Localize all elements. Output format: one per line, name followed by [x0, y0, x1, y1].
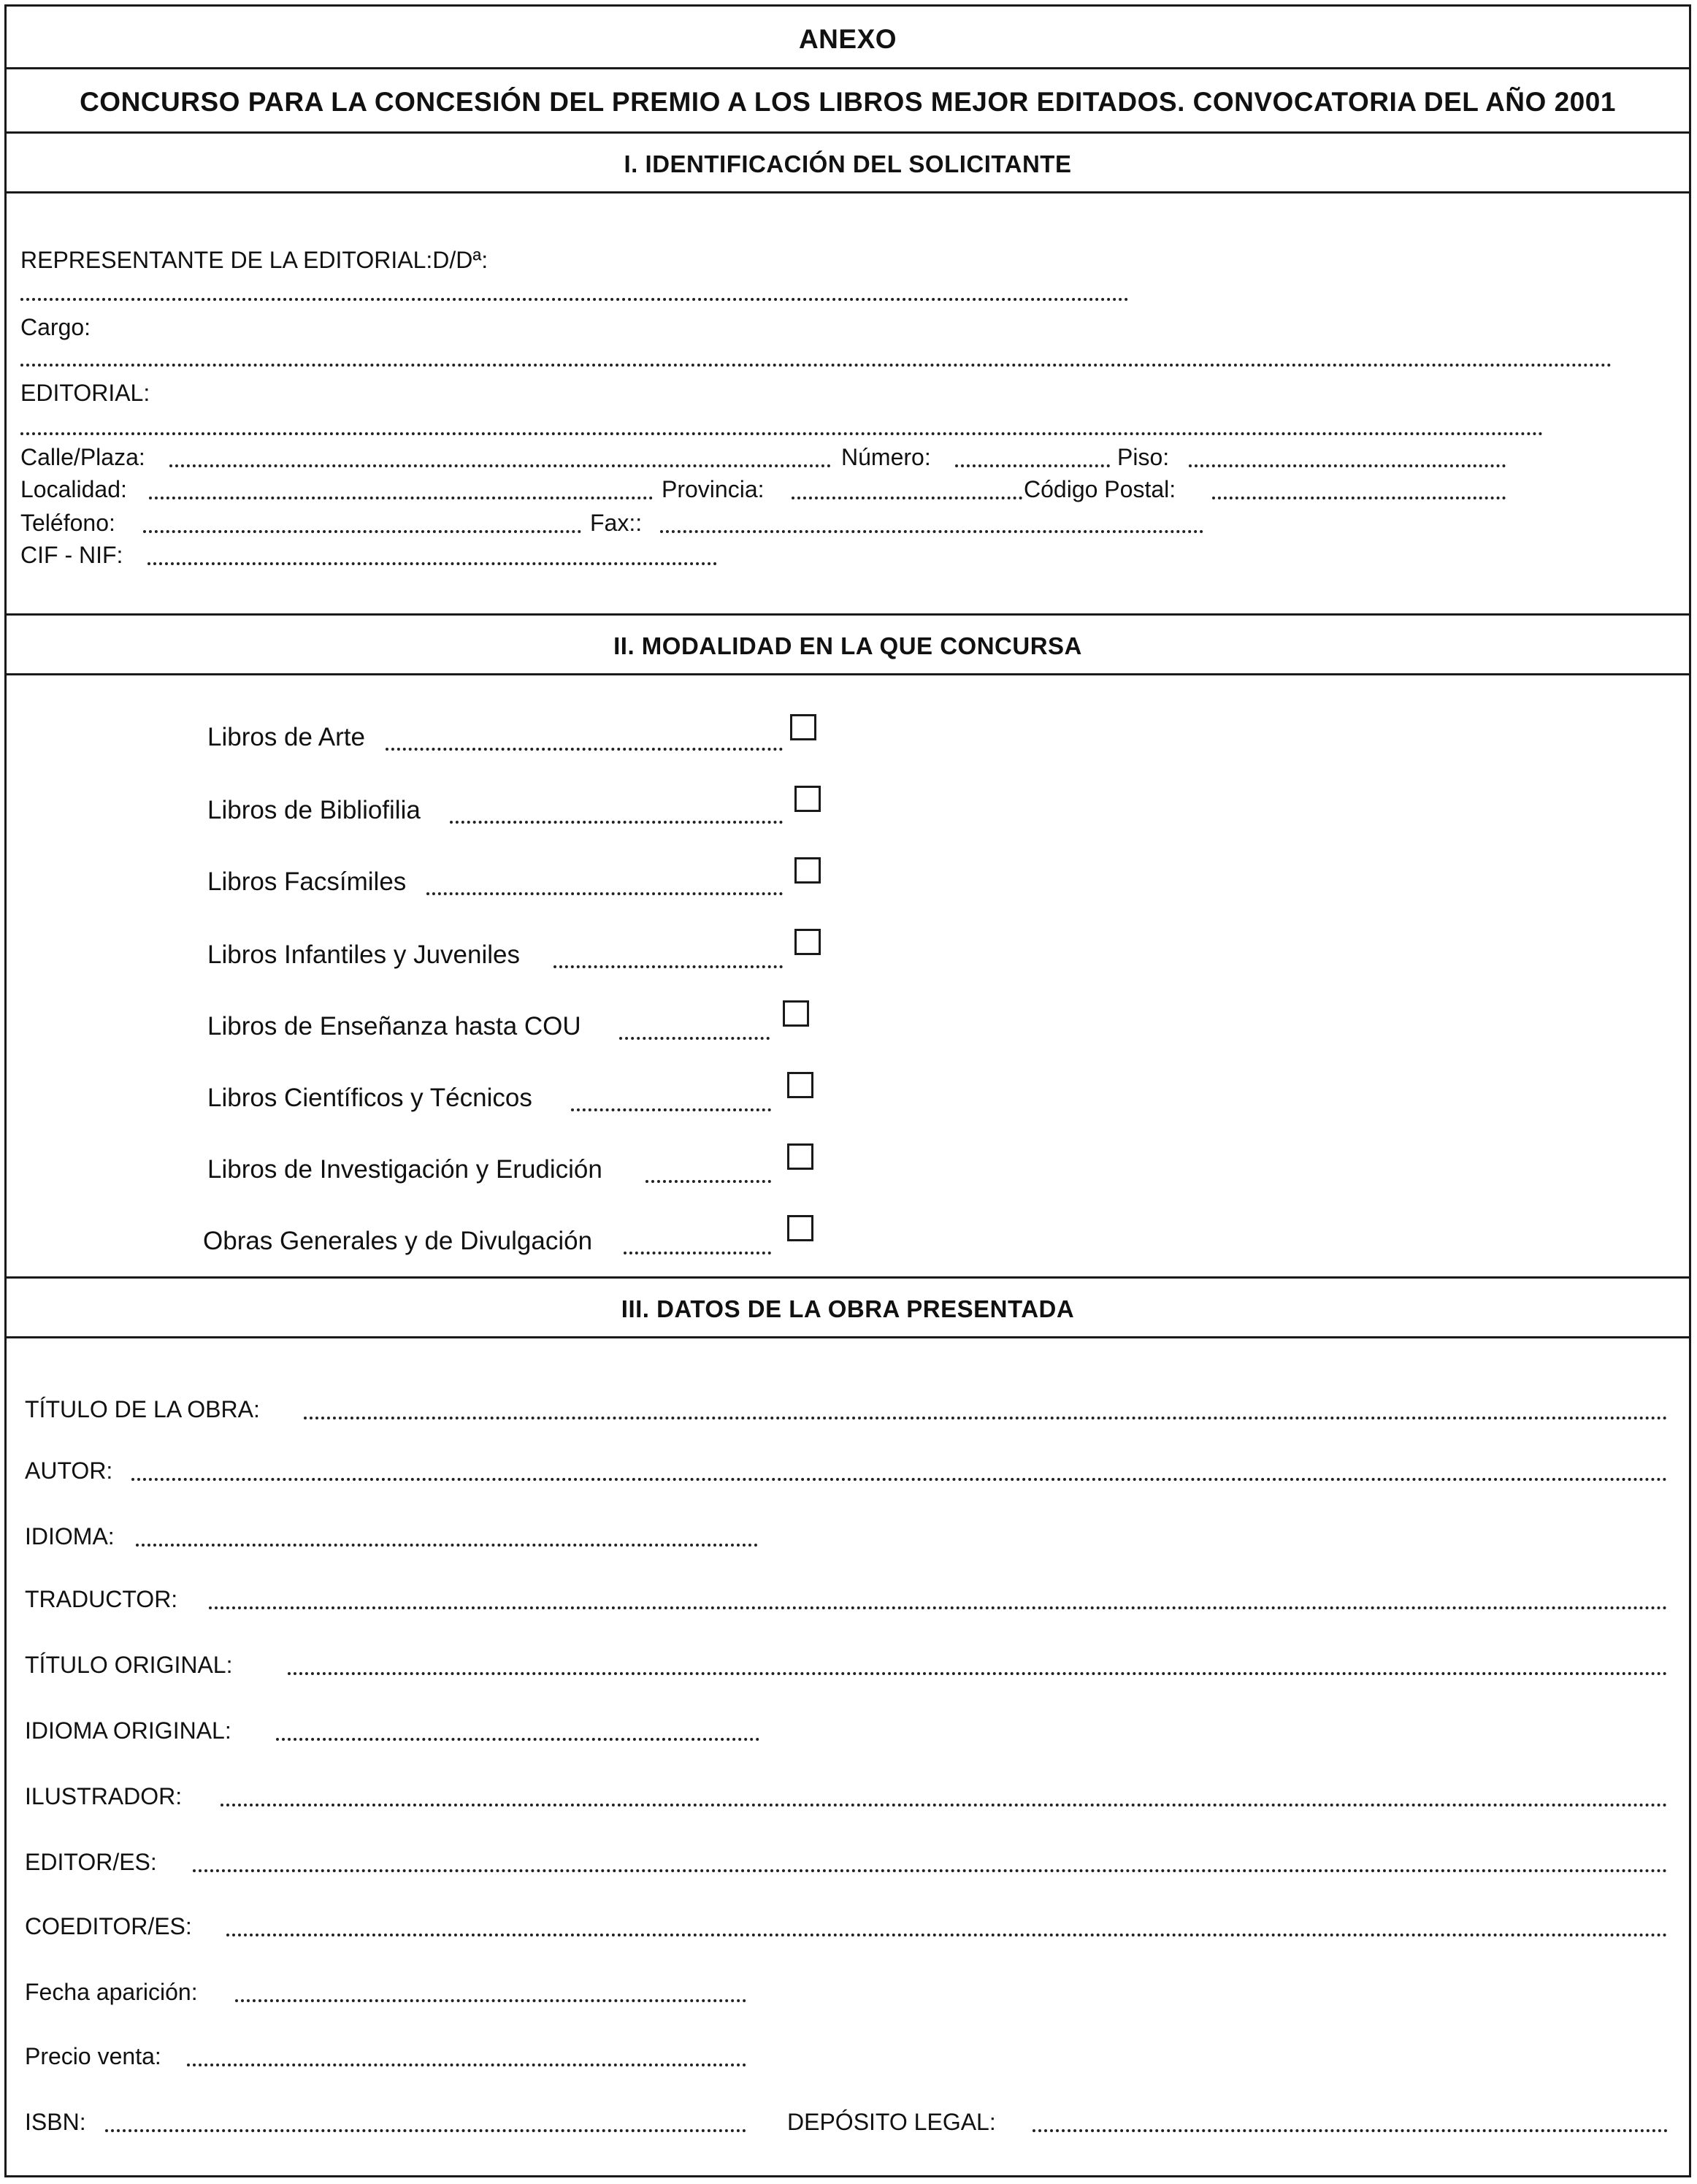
- titulo-original-label: TÍTULO ORIGINAL:: [25, 1652, 233, 1678]
- traductor-label: TRADUCTOR:: [25, 1586, 178, 1612]
- numero-field[interactable]: [955, 464, 1110, 467]
- localidad-label: Localidad:: [20, 476, 127, 502]
- option-checkbox[interactable]: [794, 857, 821, 884]
- precio-label: Precio venta:: [25, 2043, 161, 2069]
- option-checkbox[interactable]: [794, 786, 821, 812]
- idioma-original-label: IDIOMA ORIGINAL:: [25, 1717, 231, 1744]
- section3-title: III. DATOS DE LA OBRA PRESENTADA: [621, 1295, 1075, 1322]
- editores-field[interactable]: [193, 1869, 1668, 1872]
- piso-label: Piso:: [1117, 444, 1170, 470]
- editores-label: EDITOR/ES:: [25, 1849, 157, 1875]
- option-label: Libros Infantiles y Juveniles: [207, 940, 520, 969]
- option-label: Libros de Bibliofilia: [207, 796, 421, 824]
- section1-title: I. IDENTIFICACIÓN DEL SOLICITANTE: [624, 150, 1072, 177]
- fax-field[interactable]: [660, 530, 1203, 533]
- option-checkbox[interactable]: [787, 1215, 813, 1241]
- cargo-label: Cargo:: [20, 314, 91, 340]
- divider: [4, 613, 1691, 616]
- titulo-field[interactable]: [304, 1417, 1668, 1419]
- section2-title: II. MODALIDAD EN LA QUE CONCURSA: [613, 632, 1082, 659]
- concurso-title: CONCURSO PARA LA CONCESIÓN DEL PREMIO A LOS LIBROS MEJOR EDITADOS. CONVOCATORIA DEL AÑO 2001: [80, 87, 1616, 117]
- option-dots: [426, 892, 783, 895]
- option-checkbox[interactable]: [787, 1143, 813, 1170]
- divider: [4, 67, 1691, 69]
- autor-label: AUTOR:: [25, 1457, 113, 1484]
- isbn-label: ISBN:: [25, 2109, 86, 2135]
- option-label: Libros Facsímiles: [207, 867, 407, 896]
- option-label: Obras Generales y de Divulgación: [203, 1227, 593, 1255]
- calle-label: Calle/Plaza:: [20, 444, 145, 470]
- deposito-field[interactable]: [1033, 2129, 1668, 2132]
- option-dots: [553, 965, 783, 968]
- option-checkbox[interactable]: [783, 1000, 809, 1027]
- ilustrador-field[interactable]: [221, 1804, 1668, 1806]
- divider: [4, 131, 1691, 134]
- option-dots: [646, 1180, 771, 1183]
- calle-field[interactable]: [169, 464, 831, 467]
- representante-field[interactable]: [20, 298, 1129, 301]
- precio-field[interactable]: [187, 2064, 746, 2066]
- fecha-field[interactable]: [235, 1999, 746, 2002]
- cif-field[interactable]: [148, 562, 717, 565]
- provincia-field[interactable]: [792, 497, 1022, 499]
- representante-label: REPRESENTANTE DE LA EDITORIAL:D/Dª:: [20, 247, 489, 273]
- option-checkbox[interactable]: [787, 1072, 813, 1098]
- fax-label: Fax::: [590, 510, 643, 536]
- traductor-field[interactable]: [209, 1606, 1668, 1609]
- option-dots: [386, 748, 783, 751]
- codigo-postal-label: Código Postal:: [1024, 476, 1176, 502]
- deposito-label: DEPÓSITO LEGAL:: [787, 2109, 996, 2135]
- piso-field[interactable]: [1189, 464, 1506, 467]
- option-dots: [624, 1252, 771, 1254]
- localidad-field[interactable]: [149, 497, 653, 499]
- provincia-label: Provincia:: [662, 476, 765, 502]
- titulo-label: TÍTULO DE LA OBRA:: [25, 1396, 260, 1422]
- option-label: Libros de Investigación y Erudición: [207, 1155, 602, 1184]
- option-dots: [619, 1037, 770, 1040]
- telefono-label: Teléfono:: [20, 510, 115, 536]
- anexo-heading: ANEXO: [798, 24, 897, 54]
- editorial-label: EDITORIAL:: [20, 380, 150, 406]
- option-checkbox[interactable]: [794, 929, 821, 955]
- option-label: Libros de Enseñanza hasta COU: [207, 1012, 581, 1041]
- editorial-field[interactable]: [20, 432, 1544, 435]
- fecha-label: Fecha aparición:: [25, 1979, 198, 2005]
- option-checkbox[interactable]: [790, 714, 816, 740]
- idioma-label: IDIOMA:: [25, 1523, 115, 1549]
- codigo-postal-field[interactable]: [1212, 497, 1506, 499]
- divider: [4, 673, 1691, 675]
- telefono-field[interactable]: [143, 530, 581, 533]
- divider: [4, 191, 1691, 194]
- idioma-field[interactable]: [136, 1544, 758, 1547]
- option-dots: [450, 821, 783, 824]
- numero-label: Número:: [841, 444, 931, 470]
- idioma-original-field[interactable]: [276, 1738, 759, 1741]
- isbn-field[interactable]: [105, 2129, 746, 2132]
- autor-field[interactable]: [131, 1478, 1668, 1481]
- cif-label: CIF - NIF:: [20, 542, 123, 568]
- coeditores-field[interactable]: [226, 1934, 1668, 1936]
- divider: [4, 1276, 1691, 1279]
- titulo-original-field[interactable]: [288, 1672, 1668, 1675]
- divider: [4, 1336, 1691, 1338]
- option-label: Libros Científicos y Técnicos: [207, 1084, 532, 1112]
- coeditores-label: COEDITOR/ES:: [25, 1913, 192, 1939]
- cargo-field[interactable]: [20, 364, 1612, 367]
- ilustrador-label: ILUSTRADOR:: [25, 1783, 183, 1809]
- option-dots: [571, 1108, 771, 1111]
- option-label: Libros de Arte: [207, 723, 365, 751]
